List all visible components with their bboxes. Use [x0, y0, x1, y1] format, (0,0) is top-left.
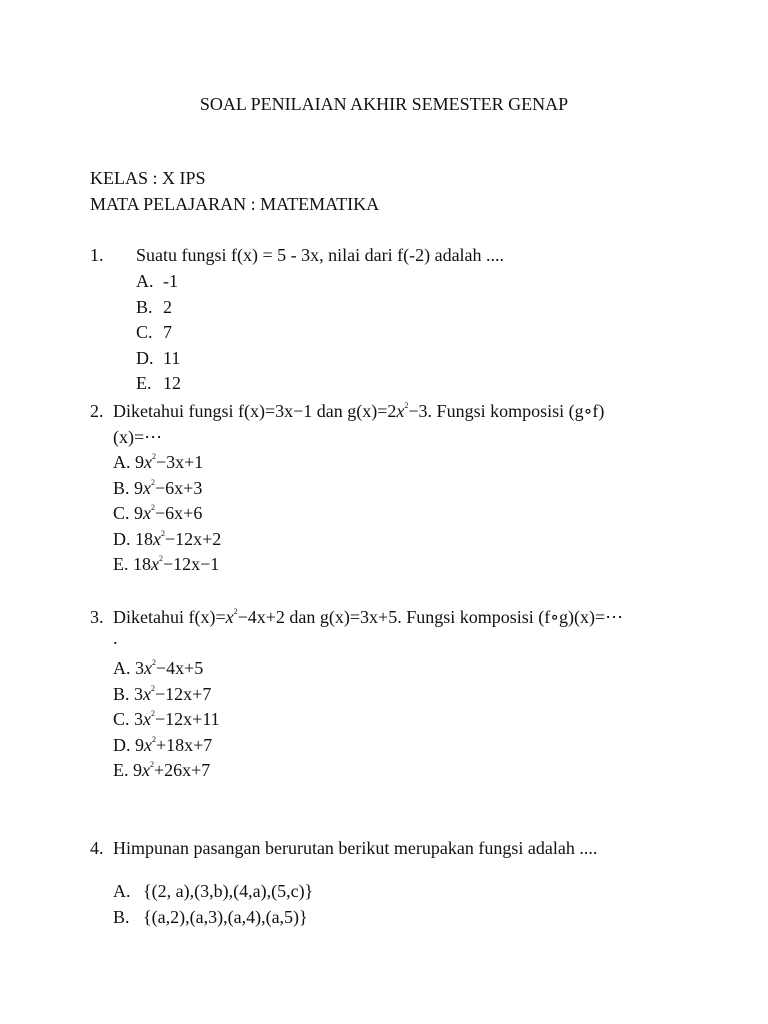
option-letter: A. — [113, 881, 131, 901]
option-letter: B. — [136, 297, 153, 317]
option-letter: A. — [136, 271, 154, 291]
option-a: A. $3x^2-4x+5$ — [113, 658, 204, 678]
option-e: E. $9x^2+26x+7$ — [113, 760, 211, 780]
option-letter: B. — [113, 907, 130, 927]
option-letter: E. — [136, 373, 152, 393]
option-d: D. $9x^2+18x+7$ — [113, 735, 213, 755]
option-b: B. $3x^2-12x+7$ — [113, 684, 212, 704]
class-label: KELAS : X IPS — [90, 168, 206, 188]
option-text: 2 — [163, 297, 172, 317]
question-text-continued: (x)=⋯ — [113, 427, 163, 447]
option-c: C. $3x^2-12x+11$ — [113, 709, 220, 729]
option-text: 7 — [163, 322, 172, 342]
option-letter: C. — [136, 322, 153, 342]
option-c: C. $9x^2-6x+6$ — [113, 503, 203, 523]
question-number: 3. — [90, 607, 104, 627]
option-letter: D. — [136, 348, 154, 368]
option-e: E. $18x^2-12x-1$ — [113, 554, 220, 574]
option-b: B. $9x^2-6x+3$ — [113, 478, 203, 498]
option-text: 11 — [163, 348, 181, 368]
option-d: D. $18x^2-12x+2$ — [113, 529, 222, 549]
question-text: Himpunan pasangan berurutan berikut merupakan fungsi adalah .... — [113, 838, 598, 858]
option-text: 12 — [163, 373, 181, 393]
option-text: {(2, a),(3,b),(4,a),(5,c)} — [143, 881, 314, 901]
subject-label: MATA PELAJARAN : MATEMATIKA — [90, 194, 380, 214]
question-text: Diketahui $f(x)=x^2-4x+2$ dan g(x)=3x+5. Fungsi komposisi (f∘g)(x)=⋯ — [113, 607, 624, 627]
question-text: Diketahui fungsi f(x)=3x−1 dan $g(x)=2x^2-3$. Fungsi komposisi (g∘f) — [113, 401, 605, 421]
question-number: 1. — [90, 245, 104, 265]
question-text-continued: . — [113, 628, 118, 648]
question-text: Suatu fungsi f(x) = 5 - 3x, nilai dari f(-2) adalah .... — [136, 245, 505, 265]
option-text: {(a,2),(a,3),(a,4),(a,5)} — [143, 907, 308, 927]
question-number: 4. — [90, 838, 104, 858]
question-number: 2. — [90, 401, 104, 421]
option-a: A. $9x^2-3x+1$ — [113, 452, 204, 472]
page-title: SOAL PENILAIAN AKHIR SEMESTER GENAP — [199, 94, 569, 114]
option-text: -1 — [163, 271, 178, 291]
